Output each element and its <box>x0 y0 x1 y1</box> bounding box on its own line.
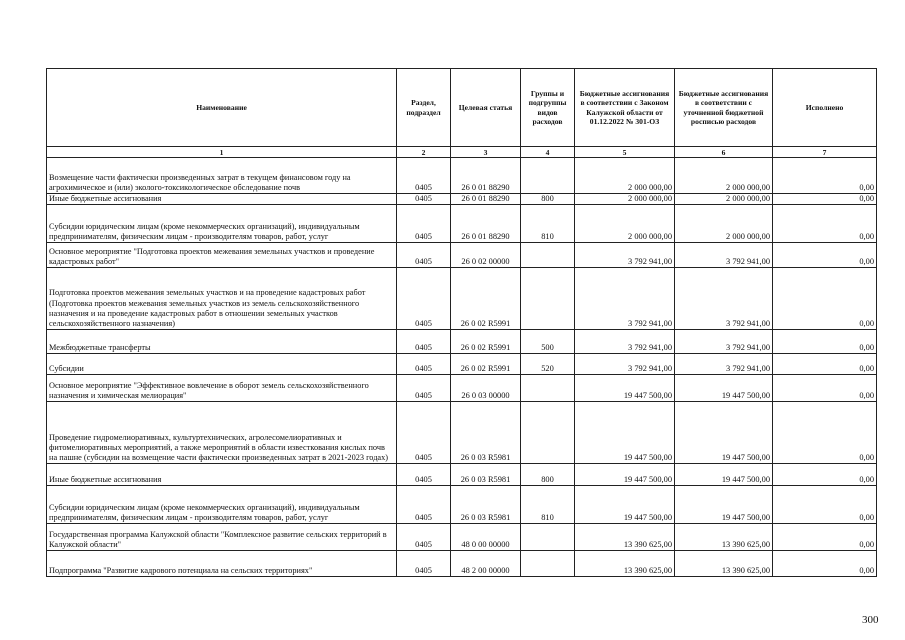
table-row <box>47 330 877 354</box>
row-section: 0405 <box>397 486 451 524</box>
row-refined-amount: 2 000 000,00 <box>675 158 773 194</box>
table-row <box>47 194 877 205</box>
table-row <box>47 402 877 464</box>
row-group <box>521 158 575 194</box>
row-law-amount: 3 792 941,00 <box>575 330 675 354</box>
header-expense-group: Группы и подгруппы видов расходов <box>521 69 575 147</box>
row-refined-amount: 2 000 000,00 <box>675 194 773 205</box>
row-article: 26 0 03 R5981 <box>451 464 521 486</box>
row-law-amount: 3 792 941,00 <box>575 243 675 268</box>
row-law-amount: 2 000 000,00 <box>575 194 675 205</box>
row-executed-amount: 0,00 <box>773 194 877 205</box>
header-law-allocation: Бюджетные ассигнования в соответствии с Законом Калужской области от 01.12.2022 № 301-ОЗ <box>575 69 675 147</box>
row-section: 0405 <box>397 330 451 354</box>
table-row <box>47 464 877 486</box>
row-law-amount: 19 447 500,00 <box>575 375 675 402</box>
row-article: 26 0 02 R5991 <box>451 354 521 375</box>
row-name: Подпрограмма "Развитие кадрового потенциала на сельских территориях" <box>47 551 397 577</box>
row-executed-amount: 0,00 <box>773 551 877 577</box>
column-number: 2 <box>397 147 451 158</box>
row-article: 26 0 02 00000 <box>451 243 521 268</box>
row-article: 48 0 00 00000 <box>451 524 521 551</box>
row-section: 0405 <box>397 158 451 194</box>
row-law-amount: 19 447 500,00 <box>575 402 675 464</box>
row-group <box>521 268 575 330</box>
row-law-amount: 3 792 941,00 <box>575 354 675 375</box>
row-article: 26 0 01 88290 <box>451 158 521 194</box>
row-article: 48 2 00 00000 <box>451 551 521 577</box>
row-executed-amount: 0,00 <box>773 205 877 243</box>
row-name: Субсидии юридическим лицам (кроме некоммерческих организаций), индивидуальным предпринимателям, физическим лицам - производителям товаров, работ, услуг <box>47 205 397 243</box>
row-name: Основное мероприятие "Подготовка проектов межевания земельных участков и проведение кадастровых работ" <box>47 243 397 268</box>
row-law-amount: 19 447 500,00 <box>575 464 675 486</box>
row-refined-amount: 13 390 625,00 <box>675 551 773 577</box>
row-name: Субсидии юридическим лицам (кроме некоммерческих организаций), индивидуальным предпринимателям, физическим лицам - производителям товаров, работ, услуг <box>47 486 397 524</box>
row-section: 0405 <box>397 243 451 268</box>
header-target-article: Целевая статья <box>451 69 521 147</box>
row-section: 0405 <box>397 354 451 375</box>
row-group <box>521 551 575 577</box>
row-executed-amount: 0,00 <box>773 524 877 551</box>
row-article: 26 0 03 R5981 <box>451 402 521 464</box>
row-name: Проведение гидромелиоративных, культуртехнических, агролесомелиоративных и фитомелиоративных мероприятий, а также мероприятий в области известкования кислых почв на пашне (субсидии на возмещение части фактически произведенных затрат в 2021-2023 годах) <box>47 402 397 464</box>
row-section: 0405 <box>397 551 451 577</box>
row-refined-amount: 3 792 941,00 <box>675 243 773 268</box>
row-executed-amount: 0,00 <box>773 243 877 268</box>
header-name: Наименование <box>47 69 397 147</box>
row-name: Иные бюджетные ассигнования <box>47 194 397 205</box>
table-row <box>47 158 877 194</box>
row-article: 26 0 01 88290 <box>451 205 521 243</box>
column-number: 1 <box>47 147 397 158</box>
row-article: 26 0 03 R5981 <box>451 486 521 524</box>
row-refined-amount: 3 792 941,00 <box>675 354 773 375</box>
row-refined-amount: 13 390 625,00 <box>675 524 773 551</box>
row-group: 800 <box>521 464 575 486</box>
row-name: Межбюджетные трансферты <box>47 330 397 354</box>
row-section: 0405 <box>397 194 451 205</box>
table-row <box>47 375 877 402</box>
row-group <box>521 375 575 402</box>
budget-table <box>46 68 877 577</box>
row-law-amount: 19 447 500,00 <box>575 486 675 524</box>
row-executed-amount: 0,00 <box>773 354 877 375</box>
row-group: 800 <box>521 194 575 205</box>
row-section: 0405 <box>397 524 451 551</box>
row-group: 810 <box>521 205 575 243</box>
row-refined-amount: 3 792 941,00 <box>675 268 773 330</box>
header-row <box>47 69 877 147</box>
row-law-amount: 13 390 625,00 <box>575 551 675 577</box>
header-executed: Исполнено <box>773 69 877 147</box>
column-number: 5 <box>575 147 675 158</box>
row-group <box>521 402 575 464</box>
row-group <box>521 243 575 268</box>
row-name: Государственная программа Калужской области "Комплексное развитие сельских территорий в Калужской области" <box>47 524 397 551</box>
row-refined-amount: 19 447 500,00 <box>675 402 773 464</box>
row-name: Субсидии <box>47 354 397 375</box>
row-name: Иные бюджетные ассигнования <box>47 464 397 486</box>
table-row <box>47 205 877 243</box>
row-refined-amount: 19 447 500,00 <box>675 464 773 486</box>
column-number: 7 <box>773 147 877 158</box>
table-row <box>47 551 877 577</box>
row-refined-amount: 3 792 941,00 <box>675 330 773 354</box>
row-article: 26 0 02 R5991 <box>451 268 521 330</box>
row-executed-amount: 0,00 <box>773 330 877 354</box>
row-group: 520 <box>521 354 575 375</box>
column-number: 3 <box>451 147 521 158</box>
row-executed-amount: 0,00 <box>773 375 877 402</box>
row-group: 500 <box>521 330 575 354</box>
row-executed-amount: 0,00 <box>773 464 877 486</box>
table-row <box>47 486 877 524</box>
row-executed-amount: 0,00 <box>773 486 877 524</box>
column-number-row <box>47 147 877 158</box>
row-executed-amount: 0,00 <box>773 158 877 194</box>
row-group: 810 <box>521 486 575 524</box>
row-article: 26 0 01 88290 <box>451 194 521 205</box>
table-row <box>47 524 877 551</box>
row-section: 0405 <box>397 268 451 330</box>
row-refined-amount: 19 447 500,00 <box>675 375 773 402</box>
row-refined-amount: 2 000 000,00 <box>675 205 773 243</box>
table-row <box>47 354 877 375</box>
row-group <box>521 524 575 551</box>
row-article: 26 0 02 R5991 <box>451 330 521 354</box>
page-number: 300 <box>862 614 879 626</box>
column-number: 4 <box>521 147 575 158</box>
row-refined-amount: 19 447 500,00 <box>675 486 773 524</box>
row-section: 0405 <box>397 375 451 402</box>
row-law-amount: 3 792 941,00 <box>575 268 675 330</box>
row-law-amount: 13 390 625,00 <box>575 524 675 551</box>
row-executed-amount: 0,00 <box>773 268 877 330</box>
table-row <box>47 268 877 330</box>
row-name: Подготовка проектов межевания земельных участков и на проведение кадастровых работ (Подготовка проектов межевания земельных участков из земель сельскохозяйственного назначения и на проведение кадастровых работ в отношении земельных участков сельскохозяйственного назначения) <box>47 268 397 330</box>
row-section: 0405 <box>397 402 451 464</box>
row-section: 0405 <box>397 464 451 486</box>
table-row <box>47 243 877 268</box>
row-article: 26 0 03 00000 <box>451 375 521 402</box>
row-name: Возмещение части фактически произведенных затрат в текущем финансовом году на агрохимическое и (или) эколого-токсикологическое обследование почв <box>47 158 397 194</box>
header-section: Раздел, подраздел <box>397 69 451 147</box>
row-law-amount: 2 000 000,00 <box>575 205 675 243</box>
row-executed-amount: 0,00 <box>773 402 877 464</box>
column-number: 6 <box>675 147 773 158</box>
row-law-amount: 2 000 000,00 <box>575 158 675 194</box>
row-name: Основное мероприятие "Эффективное вовлечение в оборот земель сельскохозяйственного назначения и химическая мелиорация" <box>47 375 397 402</box>
header-refined-allocation: Бюджетные ассигнования в соответствии с уточненной бюджетной росписью расходов <box>675 69 773 147</box>
row-section: 0405 <box>397 205 451 243</box>
